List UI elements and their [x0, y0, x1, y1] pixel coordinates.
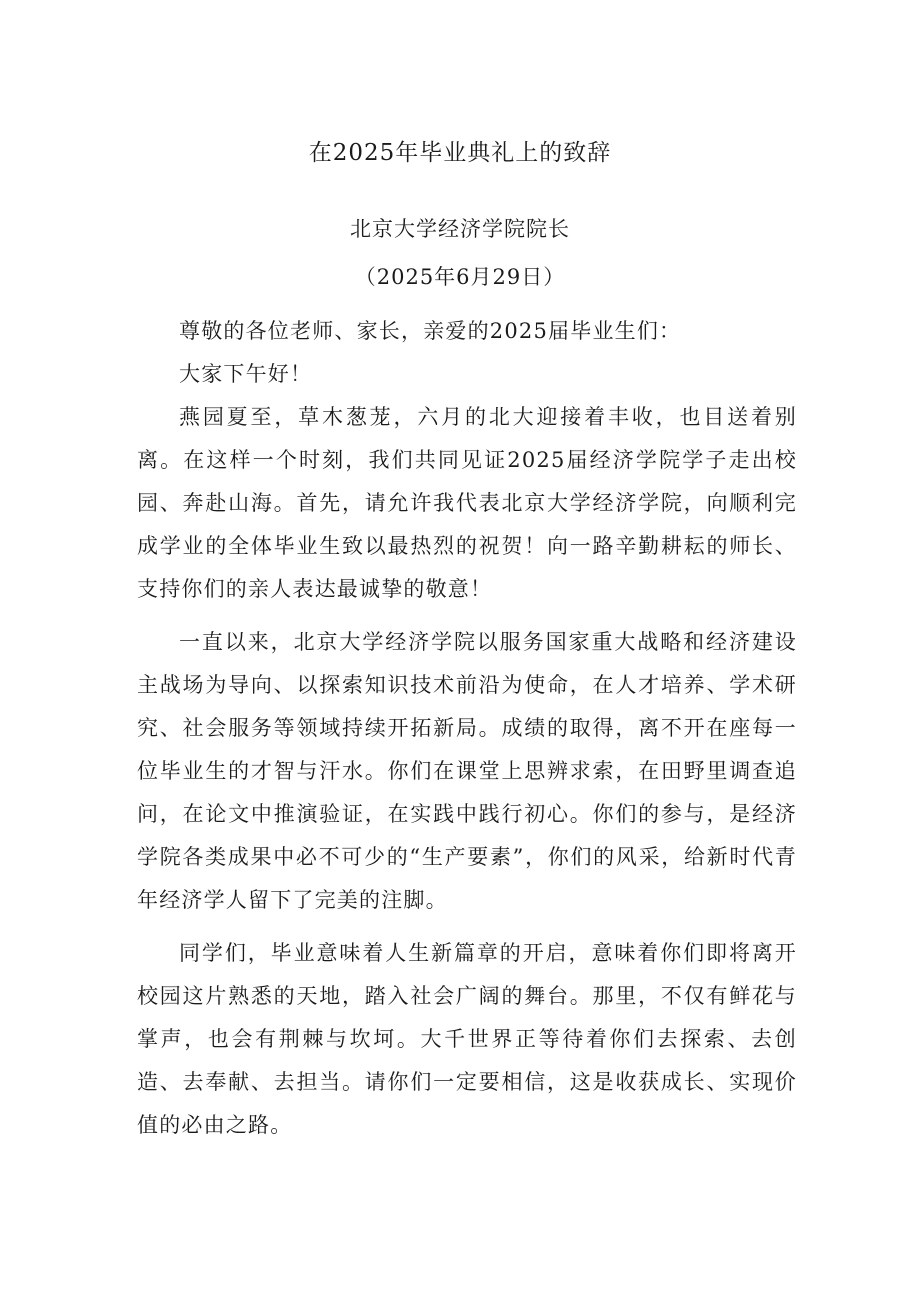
document-date: （2025年6月29日） — [354, 265, 566, 289]
document-author: 北京大学经济学院院长 — [350, 217, 570, 241]
document-title: 在2025年毕业典礼上的致辞 — [308, 140, 612, 166]
greeting: 大家下午好！ — [179, 362, 313, 386]
salutation: 尊敬的各位老师、家长，亲爱的2025届毕业生们： — [179, 319, 682, 343]
paragraph-3: 同学们，毕业意味着人生新篇章的开启，意味着你们即将离开校园这片熟悉的天地，踏入社会广阔的舞台。那里，不仅有鲜花与掌声，也会有荆棘与坎坷。大千世界正等待着你们去探索、去创造、去奉献、去担当。请你们一定要相信，这是收获成长、实现价值的必由之路。 — [137, 941, 797, 1137]
paragraph-2: 一直以来，北京大学经济学院以服务国家重大战略和经济建设主战场为导向、以探索知识技术前沿为使命，在人才培养、学术研究、社会服务等领域持续开拓新局。成绩的取得，离不开在座每一位毕业生的才智与汗水。你们在课堂上思辨求索，在田野里调查追问，在论文中推演验证，在实践中践行初心。你们的参与，是经济学院各类成果中必不可少的“生产要素”，你们的风采，给新时代青年经济学人留下了完美的注脚。 — [137, 630, 797, 912]
paragraph-1: 燕园夏至，草木葱茏，六月的北大迎接着丰收，也目送着别离。在这样一个时刻，我们共同见证2025届经济学院学子走出校园、奔赴山海。首先，请允许我代表北京大学经济学院，向顺利完成学业的全体毕业生致以最热烈的祝贺！向一路辛勤耕耘的师长、支持你们的亲人表达最诚挚的敬意！ — [137, 405, 797, 601]
speech-body — [137, 310, 797, 1147]
